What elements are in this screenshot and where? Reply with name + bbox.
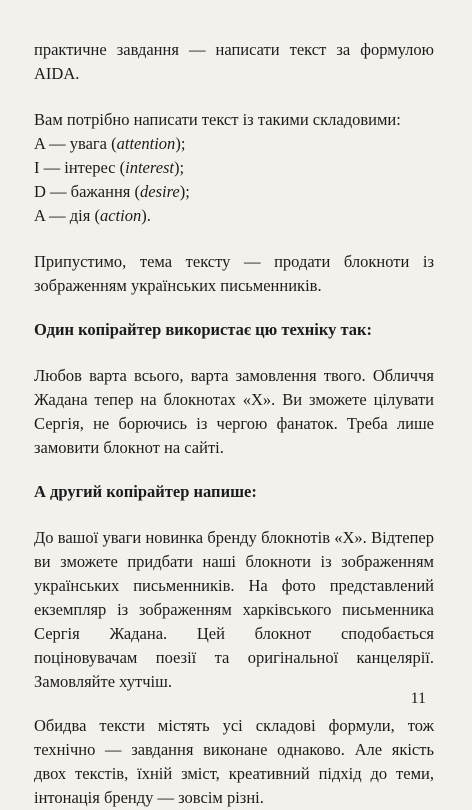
first-copywriter-heading: Один копірайтер використає цю техніку так:	[34, 320, 373, 339]
aida-item: D — бажання (desire);	[34, 182, 190, 201]
aida-item: A — увага (attention);	[34, 134, 186, 153]
components-intro: Вам потрібно написати текст із такими складовими:	[34, 110, 401, 129]
second-copywriter-text: До вашої уваги новинка бренду блокнотів «Х». Відтепер ви зможете придбати наші блокноти із зображенням українських письменників. На фото представлений екземпляр із зображенням харківського письменника Сергія Жадана. Цей блокнот сподобається поціновувачам поезії та оригінальної канцелярії. Замовляйте хутчіш.	[34, 528, 434, 691]
second-copywriter-heading: А другий копірайтер напише:	[34, 482, 257, 501]
aida-item: A — дія (action).	[34, 206, 151, 225]
suppose-paragraph: Припустимо, тема тексту — продати блокноти із зображенням українських письменників.	[34, 252, 434, 295]
page-number: 11	[410, 690, 426, 707]
intro-paragraph: практичне завдання — написати текст за формулою AIDA.	[34, 40, 434, 83]
aida-list	[34, 132, 434, 228]
aida-item: I — інтерес (interest);	[34, 158, 185, 177]
text-column	[34, 38, 434, 810]
conclusion-paragraph: Обидва тексти містять усі складові формули, тож технічно — завдання виконане однаково. Але якість двох текстів, їхній зміст, креативний підхід до теми, інтонація бренду — зовсім різні.	[34, 716, 434, 807]
first-copywriter-text: Любов варта всього, варта замовлення твого. Обличчя Жадана тепер на блокнотах «Х». Ви зможете цілувати Сергія, не борючись із чергою фанаток. Треба лише замовити блокнот на сайті.	[34, 366, 434, 457]
